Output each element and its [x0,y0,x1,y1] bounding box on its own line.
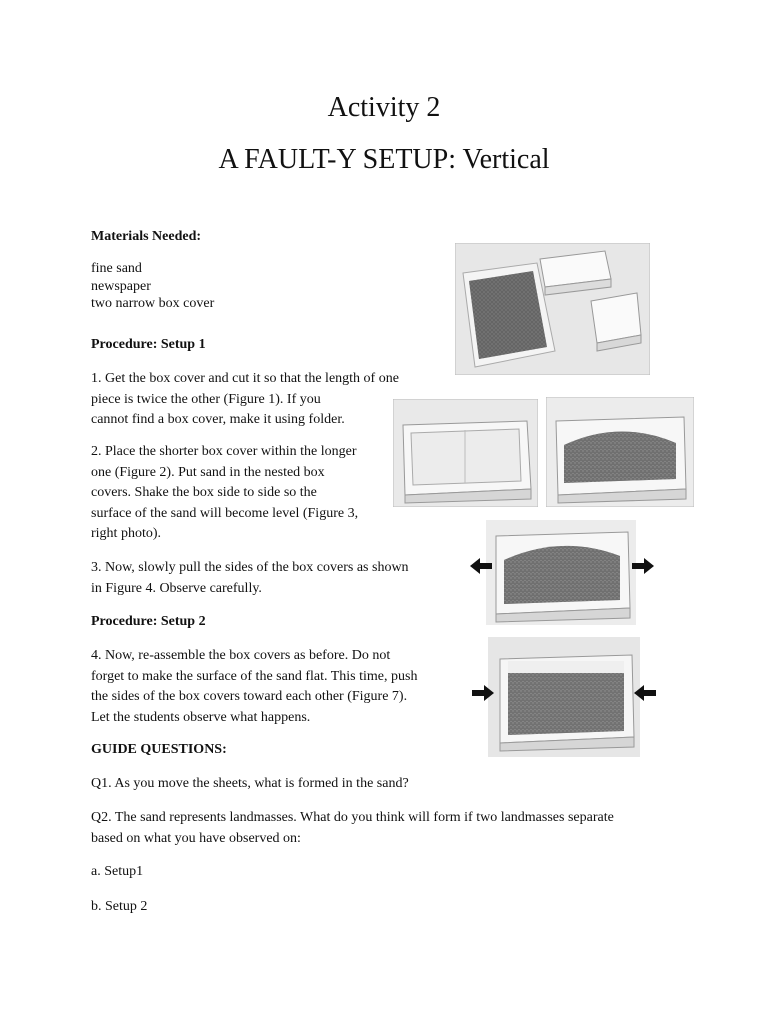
materials-list [91,260,214,313]
step-1-line: cannot find a box cover, make it using folder. [91,412,345,427]
answer-a: a. Setup1 [91,864,144,879]
materials-item: newspaper [91,278,151,294]
step-2-line: right photo). [91,526,161,541]
question-2-line: Q2. The sand represents landmasses. What do you think will form if two landmasses separate [91,810,614,825]
figure-3-photo [546,397,694,507]
step-1-line: 1. Get the box cover and cut it so that the length of one [91,371,399,386]
answer-b: b. Setup 2 [91,899,148,914]
step-3 [91,558,409,599]
activity-subtitle: A FAULT-Y SETUP: Vertical [218,144,550,175]
step-3-line: in Figure 4. Observe carefully. [91,580,262,596]
materials-item: two narrow box cover [91,296,215,311]
setup1-heading: Procedure: Setup 1 [91,337,206,352]
figure-1-photo [455,243,650,375]
question-2 [91,808,614,849]
step-4-line: Let the students observe what happens. [91,709,311,725]
activity-title: Activity 2 [327,92,441,123]
step-3-line: 3. Now, slowly pull the sides of the box covers as shown [91,560,409,575]
step-2-line: covers. Shake the box side to side so the [91,485,317,500]
step-1-line: piece is twice the other (Figure 1). If you [91,391,321,407]
step-2-line: one (Figure 2). Put sand in the nested box [91,464,325,480]
step-4-line: forget to make the surface of the sand flat. This time, push [91,668,418,684]
step-4 [91,646,417,728]
question-1: Q1. As you move the sheets, what is formed in the sand? [91,776,409,791]
setup2-heading: Procedure: Setup 2 [91,614,206,629]
step-4-line: the sides of the box covers toward each other (Figure 7). [91,689,408,704]
step-1 [91,369,399,431]
step-2 [91,442,358,545]
guide-heading: GUIDE QUESTIONS: [91,742,227,757]
question-2-line: based on what you have observed on: [91,830,301,846]
step-2-line: 2. Place the shorter box cover within the longer [91,444,357,459]
materials-item: fine sand [91,261,142,276]
step-2-line: surface of the sand will become level (Figure 3, [91,505,359,521]
step-4-line: 4. Now, re-assemble the box covers as before. Do not [91,648,391,663]
materials-heading: Materials Needed: [91,229,202,244]
figure-2-photo [393,399,538,507]
figure-4-photo [466,520,656,625]
figure-7-photo [468,637,660,757]
